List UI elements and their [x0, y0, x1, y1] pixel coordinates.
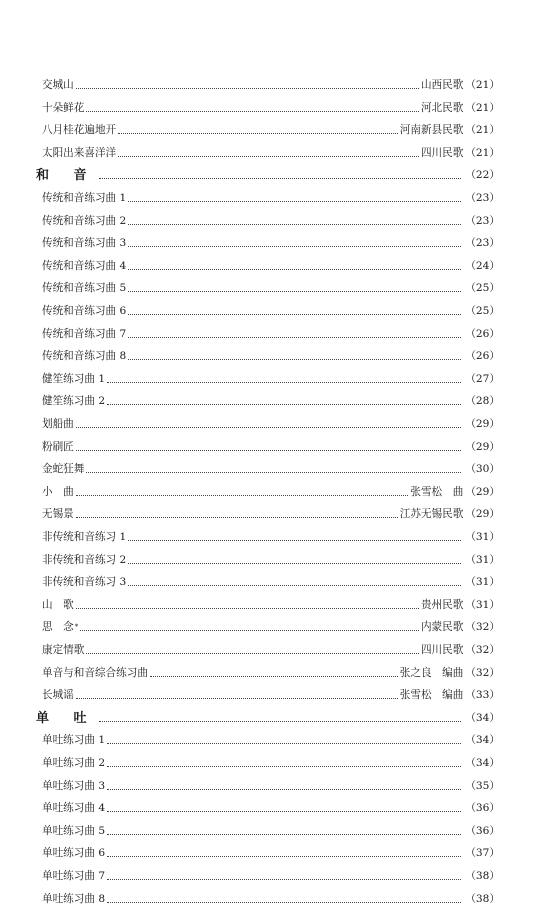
dot-leader — [107, 403, 461, 405]
toc-entry — [42, 590, 500, 612]
toc-entry — [42, 93, 500, 115]
toc-entry — [42, 793, 500, 815]
toc-entry-author: 张雪松 曲 — [410, 485, 464, 498]
dot-leader — [86, 471, 461, 473]
dot-leader — [107, 742, 461, 744]
toc-entry-title: 小 曲 — [42, 485, 74, 498]
toc-entry-page: （29） — [465, 440, 500, 453]
toc-entry-author: 河南新县民歌 — [399, 124, 464, 137]
dot-leader — [76, 697, 398, 699]
dot-leader — [76, 607, 419, 609]
dot-leader — [128, 562, 461, 564]
toc-entry-page: （36） — [465, 824, 500, 837]
toc-section-heading — [36, 160, 500, 182]
toc-entry-title: 山 歌 — [42, 598, 74, 611]
toc-entry-page: （32） — [465, 666, 500, 679]
dot-leader — [76, 426, 462, 428]
toc-entry-page: （34） — [465, 711, 500, 724]
toc-entry-title: 单吐练习曲 5 — [42, 824, 106, 837]
toc-entry — [42, 861, 500, 883]
toc-entry-title: 单吐练习曲 7 — [42, 870, 106, 882]
toc-entry — [42, 838, 500, 860]
toc-entry — [42, 567, 500, 589]
dot-leader — [128, 223, 461, 225]
toc-entry-author: 四川民歌 — [420, 146, 464, 159]
dot-leader — [76, 494, 409, 496]
toc-entry — [42, 635, 500, 657]
toc-entry-title: 单吐练习曲 2 — [42, 757, 106, 769]
toc-entry-title: 单吐练习曲 4 — [42, 802, 106, 815]
toc-entry-page: （21） — [465, 146, 500, 159]
toc-entry-page: （25） — [465, 305, 500, 317]
toc-entry-page: （23） — [465, 237, 500, 250]
dot-leader — [128, 290, 461, 292]
dot-leader — [107, 833, 461, 835]
toc-entry-page: （27） — [465, 372, 500, 385]
toc-entry — [42, 228, 500, 250]
toc-entry — [42, 409, 500, 431]
toc-entry-title: 八月桂花遍地开 — [42, 124, 117, 137]
toc-entry-title: 单音与和音综合练习曲 — [42, 666, 148, 679]
toc-entry — [42, 432, 500, 454]
dot-leader — [76, 87, 419, 89]
dot-leader — [128, 313, 461, 315]
toc-entry-title: 健笙练习曲 1 — [42, 372, 106, 385]
toc-entry-page: （32） — [465, 621, 500, 634]
toc-entry-page: （21） — [465, 101, 500, 114]
toc-entry — [42, 251, 500, 273]
toc-section-heading — [36, 703, 500, 725]
toc-entry-title: 单吐练习曲 3 — [42, 779, 106, 792]
dot-leader — [128, 245, 461, 247]
toc-entry — [42, 206, 500, 228]
toc-entry-page: （29） — [465, 485, 500, 498]
toc-entry-title: 单吐练习曲 1 — [42, 734, 106, 747]
toc-entry — [42, 319, 500, 341]
toc-entry-page: （29） — [465, 418, 500, 430]
toc-entry — [42, 183, 500, 205]
dot-leader — [107, 788, 461, 790]
toc-entry-title: 划船曲 — [42, 418, 74, 430]
toc-entry-author: 河北民歌 — [420, 101, 464, 114]
toc-entry-title: 太阳出来喜洋洋 — [42, 146, 117, 159]
toc-entry-title: 非传统和音练习 2 — [42, 553, 127, 566]
dot-leader — [118, 155, 419, 157]
dot-leader — [86, 652, 419, 654]
dot-leader — [76, 516, 398, 518]
toc-entry-page: （34） — [465, 734, 500, 747]
toc-entry-page: （34） — [465, 757, 500, 769]
toc-entry-title: 思 念 — [42, 621, 74, 634]
toc-entry-title: 非传统和音练习 1 — [42, 531, 127, 543]
toc-entry-page: （37） — [465, 847, 500, 860]
toc-entry-author: 江苏无锡民歌 — [399, 508, 464, 521]
toc-entry-title: 长城谣 — [42, 689, 74, 702]
toc-entry-title: 和 音 — [36, 168, 97, 184]
toc-entry — [42, 138, 500, 160]
toc-entry-author: 贵州民歌 — [420, 598, 464, 611]
toc-entry — [42, 748, 500, 770]
toc-entry-page: （38） — [465, 870, 500, 882]
toc-entry-page: （26） — [465, 350, 500, 363]
toc-entry-title: 粉刷匠 — [42, 440, 74, 453]
toc-entry — [42, 612, 500, 634]
dot-leader — [118, 132, 398, 134]
toc-entry — [42, 884, 500, 906]
dot-leader — [128, 268, 461, 270]
toc-entry-page: （31） — [465, 576, 500, 589]
dot-leader — [107, 810, 461, 812]
toc-entry — [42, 658, 500, 680]
toc-entry-page: （29） — [465, 508, 500, 521]
toc-entry-title: 单吐练习曲 8 — [42, 892, 106, 905]
toc-entry — [42, 545, 500, 567]
toc-entry — [42, 70, 500, 92]
dot-leader — [107, 381, 461, 383]
toc-entry-title: 十朵鲜花 — [42, 101, 85, 114]
toc-entry — [42, 386, 500, 408]
dot-leader — [128, 200, 461, 202]
toc-entry-page: （26） — [465, 327, 500, 340]
toc-entry-title: 健笙练习曲 2 — [42, 395, 106, 408]
toc-entry — [42, 771, 500, 793]
dot-leader — [107, 765, 461, 767]
toc-entry — [42, 296, 500, 318]
toc-entry — [42, 115, 500, 137]
toc-entry-title: 无锡景 — [42, 508, 74, 521]
toc-entry — [42, 725, 500, 747]
toc-entry — [42, 454, 500, 476]
toc-entry-title: 传统和音练习曲 8 — [42, 350, 127, 363]
toc-entry — [42, 477, 500, 499]
toc-entry-author: 山西民歌 — [420, 79, 464, 91]
toc-entry-title: 金蛇狂舞 — [42, 463, 85, 476]
toc-entry — [42, 522, 500, 544]
toc-entry-title: 传统和音练习曲 6 — [42, 305, 127, 317]
toc-entry-page: （38） — [465, 892, 500, 905]
dot-leader — [99, 720, 462, 722]
toc-entry-mark: * — [74, 623, 79, 632]
toc-entry — [42, 364, 500, 386]
toc-entry — [42, 341, 500, 363]
toc-entry-page: （30） — [465, 463, 500, 476]
dot-leader — [76, 449, 462, 451]
toc-entry-author: 张之良 编曲 — [399, 666, 464, 679]
toc-entry-title: 传统和音练习曲 1 — [42, 192, 127, 204]
toc-entry-title: 单吐练习曲 6 — [42, 847, 106, 860]
toc-entry-title: 传统和音练习曲 4 — [42, 259, 127, 272]
dot-leader — [128, 336, 461, 338]
dot-leader — [107, 878, 461, 880]
toc-entry-author: 内蒙民歌 — [420, 621, 464, 634]
toc-entry-page: （32） — [465, 644, 500, 656]
toc-entry-page: （23） — [465, 214, 500, 227]
toc-entry-page: （35） — [465, 779, 500, 792]
dot-leader — [128, 539, 461, 541]
toc-entry-page: （24） — [465, 259, 500, 272]
dot-leader — [80, 629, 419, 631]
toc-entry-title: 传统和音练习曲 2 — [42, 214, 127, 227]
toc-entry-page: （33） — [465, 689, 500, 702]
toc-entry-page: （31） — [465, 553, 500, 566]
toc-entry — [42, 816, 500, 838]
toc-entry-page: （36） — [465, 802, 500, 815]
toc-entry-page: （31） — [465, 598, 500, 611]
toc-entry-title: 非传统和音练习 3 — [42, 576, 127, 589]
toc-entry-title: 传统和音练习曲 7 — [42, 327, 127, 340]
toc-entry-title: 康定情歌 — [42, 644, 85, 656]
dot-leader — [128, 358, 461, 360]
dot-leader — [107, 855, 461, 857]
toc-entry — [42, 680, 500, 702]
toc-entry-page: （31） — [465, 531, 500, 543]
toc-entry-title: 交城山 — [42, 79, 74, 91]
toc-entry — [42, 499, 500, 521]
toc-entry-author: 四川民歌 — [420, 644, 464, 656]
dot-leader — [107, 901, 461, 903]
toc-entry-title: 传统和音练习曲 5 — [42, 282, 127, 295]
dot-leader — [86, 110, 419, 112]
toc-entry-title: 传统和音练习曲 3 — [42, 237, 127, 250]
dot-leader — [99, 177, 462, 179]
toc-entry-page: （21） — [465, 79, 500, 91]
toc-entry — [42, 273, 500, 295]
dot-leader — [150, 675, 398, 677]
toc-entry-page: （25） — [465, 282, 500, 295]
toc-entry-page: （23） — [465, 192, 500, 204]
toc-entry-title: 单 吐 — [36, 710, 97, 726]
toc-entry-page: （22） — [465, 169, 500, 182]
toc-entry-author: 张雪松 编曲 — [399, 689, 464, 702]
dot-leader — [128, 584, 461, 586]
toc-entry-page: （28） — [465, 395, 500, 408]
toc-entry-page: （21） — [465, 124, 500, 137]
